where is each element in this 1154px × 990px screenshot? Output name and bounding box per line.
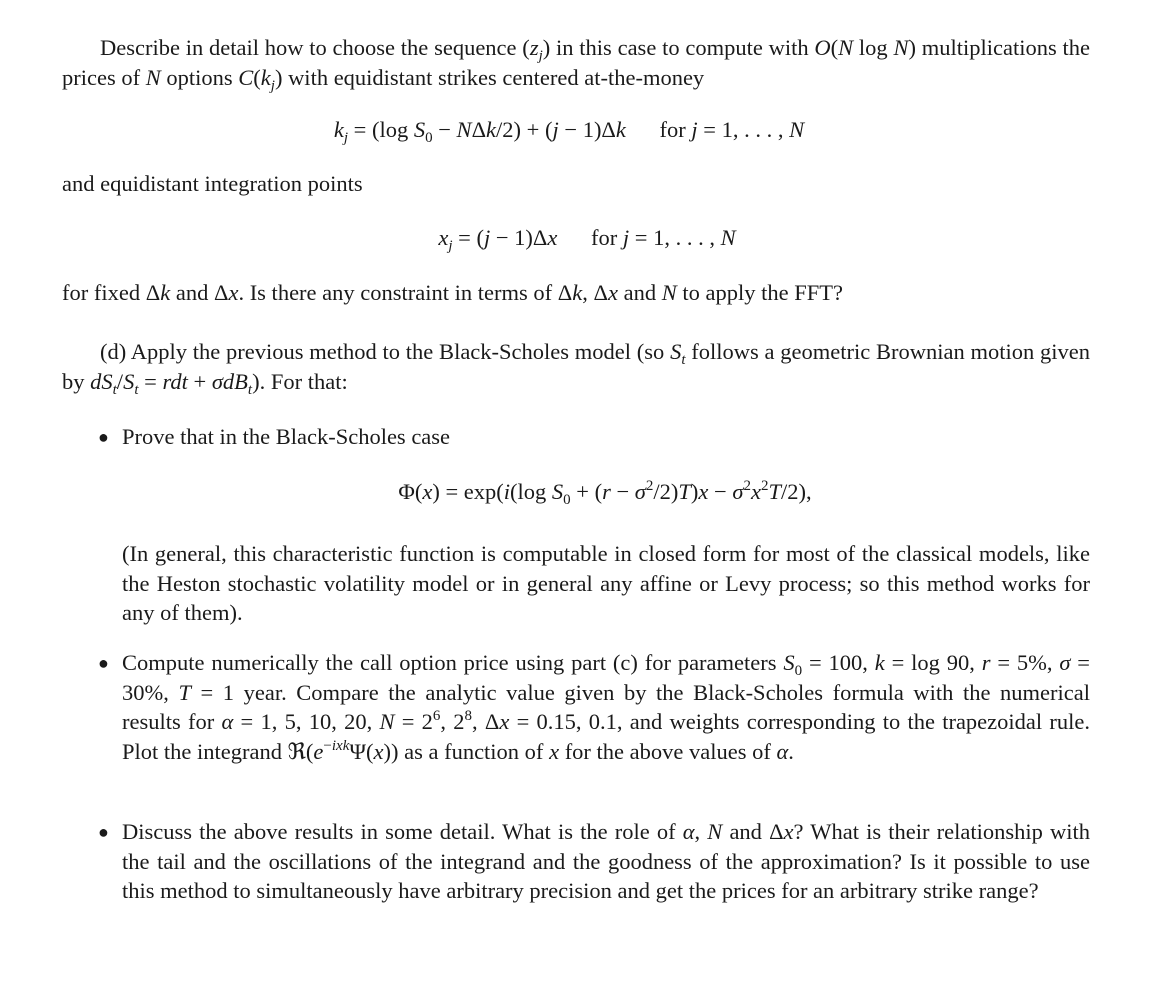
part-d-paragraph: (d) Apply the previous method to the Black-Scholes model (so $S_t$ follows a geometric Brownian motion given by $dS_t/S_t$ = rdt + σdB$_t$). For that:	[62, 339, 1090, 398]
bullet-prove: Prove that in the Black-Scholes case	[122, 424, 451, 449]
strike-equation: $k_j = (\log$ $S_0 - N\Delta k/2) + (j - 1)\Delta k$ for j = 1, . . . , N	[333, 117, 805, 146]
bullet-icon: ●	[98, 653, 109, 673]
integration-points-intro: and equidistant integration points	[62, 171, 363, 196]
integration-points-equation: $x_j = (j - 1)\Delta x$ for j = 1, . . . , N	[438, 225, 736, 254]
bullet-icon: ●	[98, 822, 109, 842]
bullet-discuss: Discuss the above results in some detail. What is the role of α, N and Δx? What is their relationship with the tail and the oscillations of the integrand and the goodness of the approximation? Is it possible to use this method to simultaneously have arbitrary precision and get the prices for an arbitrary strike range?	[122, 819, 1090, 903]
bullet-icon: ●	[98, 427, 109, 447]
characteristic-function-note: (In general, this characteristic function is computable in closed form for most of the classical models, like the Heston stochastic volatility model or in general any affine or Levy process; so this method works for any of them).	[122, 541, 1090, 625]
intro-paragraph: Describe in detail how to choose the sequence $(z_j)$ in this case to compute with O(N log N) multiplications the prices of N options $C(k_j)$ with equidistant strikes centered at-the-money	[62, 35, 1091, 94]
fft-constraint-question: for fixed Δk and Δx. Is there any constraint in terms of Δk, Δx and N to apply the FFT?	[62, 280, 843, 305]
bullet-compute: Compute numerically the call option price using part (c) for parameters $S_0 = 100$, k = log 90, r = 5%, σ = 30%, T = 1 year. Compare the analytic value given by the Black-Scholes formula with the numerical results for α = 1, 5, 10, 20, $N = 2^6$, $2^8$, Δx = 0.15, 0.1, and weights corresponding to the trapezoidal rule. Plot the integrand $ℜ(e^{-ixk}\Psi(x))$ as a function of x for the above values of α.	[122, 650, 1090, 764]
characteristic-function-equation: Φ(x) = exp(i(log $S_0 + (r - \sigma^2/2)T)x - \sigma^2x^2T/2$),	[398, 478, 812, 508]
